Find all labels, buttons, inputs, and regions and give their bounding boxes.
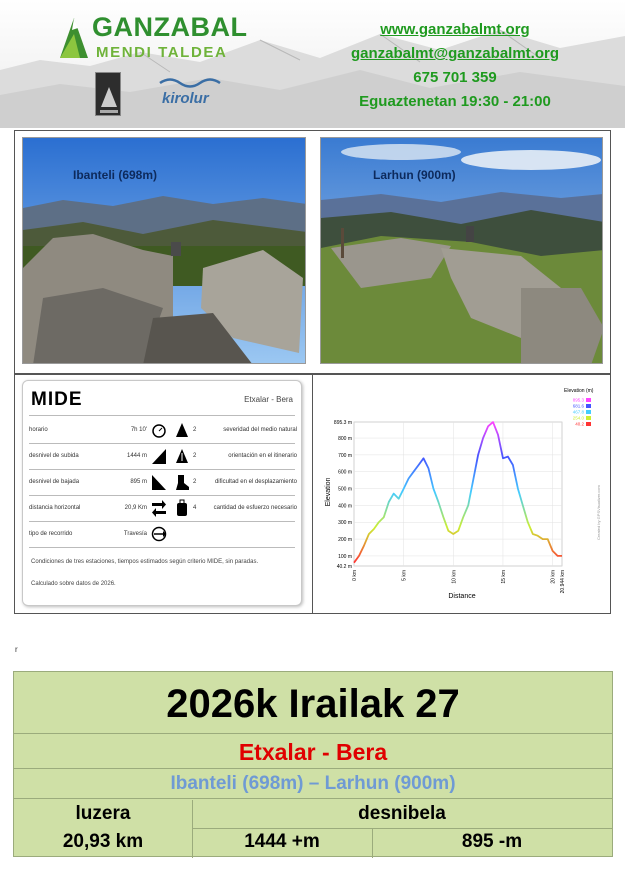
logo-subtitle: MENDI TALDEA: [96, 44, 228, 61]
legend-value: 681.6: [572, 403, 584, 409]
mide-note-date: Calculado sobre datos de 2026.: [31, 581, 116, 587]
table-divider: [372, 828, 373, 858]
mide-row-score: 2: [193, 453, 197, 459]
boot-icon: [174, 473, 190, 491]
legend-value: 40.2: [575, 421, 584, 427]
y-tick-label: 300 m: [338, 520, 352, 527]
mide-row-label: distancia horizontal: [29, 505, 81, 511]
mide-row-label: horario: [29, 427, 48, 433]
length-value: 20,93 km: [62, 831, 144, 852]
mide-row-value: 1444 m: [126, 453, 147, 459]
mide-row-desc: cantidad de esfuerzo necesario: [213, 505, 297, 511]
contact-info: [315, 18, 595, 114]
legend-value: 467.8: [572, 409, 584, 415]
y-tick-label: 40.2 m: [336, 564, 352, 570]
mountain-logo-icon: [56, 12, 90, 62]
table-divider: [192, 800, 193, 858]
mide-divider: [29, 547, 295, 548]
mide-row-value: 895 m: [130, 479, 147, 485]
x-tick-label: 0 km: [352, 570, 358, 581]
y-tick-label: 200 m: [338, 537, 352, 544]
y-tick-label: 800 m: [338, 436, 352, 443]
legend-swatch: [586, 422, 591, 426]
mide-divider: [29, 443, 295, 444]
mide-divider: [29, 495, 295, 496]
mide-row-score: 2: [193, 427, 197, 433]
event-route: Etxalar - Bera: [14, 734, 612, 769]
route-type-icon: [151, 525, 167, 543]
y-tick-label: 100 m: [338, 553, 352, 560]
descent-value: 895 -m: [461, 831, 523, 852]
legend-swatch: [586, 404, 591, 408]
photo-larhun: [320, 137, 603, 364]
email-link[interactable]: ganzabalmt@ganzabalmt.org: [351, 45, 559, 62]
mide-row-score: 4: [193, 505, 197, 511]
sponsor-logo: [152, 74, 230, 110]
mide-title: MIDE: [31, 389, 83, 410]
mide-row-desc: orientación en el itinerario: [228, 453, 297, 459]
photo-label-ibanteli: Ibanteli (698m): [73, 168, 158, 182]
mide-row-distancia: [29, 497, 297, 521]
photo-ibanteli: [22, 137, 306, 364]
mide-row-desc: dificultad en el desplazamiento: [214, 479, 297, 485]
x-axis-label: Distance: [448, 593, 476, 600]
mide-row-value: 7h 10': [130, 427, 147, 433]
y-tick-label: 895.3 m: [333, 420, 352, 426]
mide-divider: [29, 521, 295, 522]
legend-value: 895.3: [572, 397, 584, 403]
orientation-icon: [174, 447, 190, 465]
header-banner: [0, 0, 625, 128]
plot-area: [354, 422, 562, 566]
mide-row-desc: severidad del medio natural: [223, 427, 297, 433]
club-logo: [54, 8, 250, 70]
logo-title: GANZABAL: [92, 12, 248, 42]
legend-swatch: [586, 410, 591, 414]
mide-row-bajada: [29, 471, 297, 495]
mide-row-value: 20,9 Km: [124, 505, 147, 511]
mide-route: Etxalar - Bera: [244, 395, 293, 404]
phone-number: 675 701 359: [413, 69, 497, 86]
legend-swatch: [586, 398, 591, 402]
x-tick-label: 10 km: [451, 570, 458, 584]
mide-row-subida: [29, 445, 297, 469]
mide-note: Condiciones de tres estaciones, tiempos estimados según criterio MIDE, sin paradas.: [31, 559, 259, 565]
mountain-severity-icon: [174, 421, 190, 439]
federation-badge-icon: [95, 72, 121, 116]
y-tick-label: 700 m: [338, 452, 352, 459]
event-peaks: Ibanteli (698m) – Larhun (900m): [14, 769, 612, 799]
panel-divider: [312, 374, 313, 614]
elevation-label: desnibela: [358, 803, 446, 824]
legend-title: Elevation (m): [564, 388, 594, 394]
y-tick-label: 500 m: [338, 486, 352, 493]
mide-divider: [29, 469, 295, 470]
sponsor-name: kirolur: [162, 90, 209, 107]
ascent-value: 1444 +m: [244, 831, 320, 852]
stopwatch-icon: [151, 421, 167, 439]
x-tick-label: 20 km: [550, 570, 557, 584]
x-tick-label: 15 km: [500, 570, 507, 584]
mide-row-score: 2: [193, 479, 197, 485]
mide-row-label: desnivel de bajada: [29, 479, 80, 485]
x-tick-label: 5 km: [401, 570, 408, 581]
x-tick-label: 20.944 km: [560, 570, 566, 594]
length-label: luzera: [75, 803, 131, 824]
distance-arrows-icon: [151, 499, 167, 517]
y-tick-label: 600 m: [338, 469, 352, 476]
opening-hours: Eguaztenetan 19:30 - 21:00: [359, 93, 551, 110]
ascent-icon: [151, 447, 167, 465]
event-table: [13, 671, 613, 857]
legend-value: 254.0: [572, 415, 584, 421]
mide-card: [22, 380, 302, 606]
mide-divider: [29, 415, 295, 416]
mide-row-horario: [29, 419, 297, 443]
backpack-icon: [174, 499, 190, 517]
y-tick-label: 400 m: [338, 503, 352, 510]
table-divider: [192, 828, 612, 829]
photo-label-larhun: Larhun (900m): [373, 168, 456, 182]
chart-credit: Created by GPSVisualizer.com: [596, 485, 601, 540]
mide-row-tipo: [29, 523, 297, 547]
descent-icon: [151, 473, 167, 491]
mide-row-value: Travesía: [123, 531, 147, 537]
elevation-chart: [318, 380, 604, 606]
y-axis-label: Elevation: [325, 477, 332, 507]
mide-row-label: desnivel de subida: [29, 453, 79, 459]
mide-row-label: tipo de recorrido: [29, 531, 73, 537]
legend-swatch: [586, 416, 591, 420]
event-date: 2026k Irailak 27: [14, 672, 612, 734]
website-link[interactable]: www.ganzabalmt.org: [380, 21, 530, 38]
stray-mark: r: [15, 645, 18, 654]
elevation-chart-svg: [318, 380, 604, 606]
wave-icon: [152, 74, 230, 90]
